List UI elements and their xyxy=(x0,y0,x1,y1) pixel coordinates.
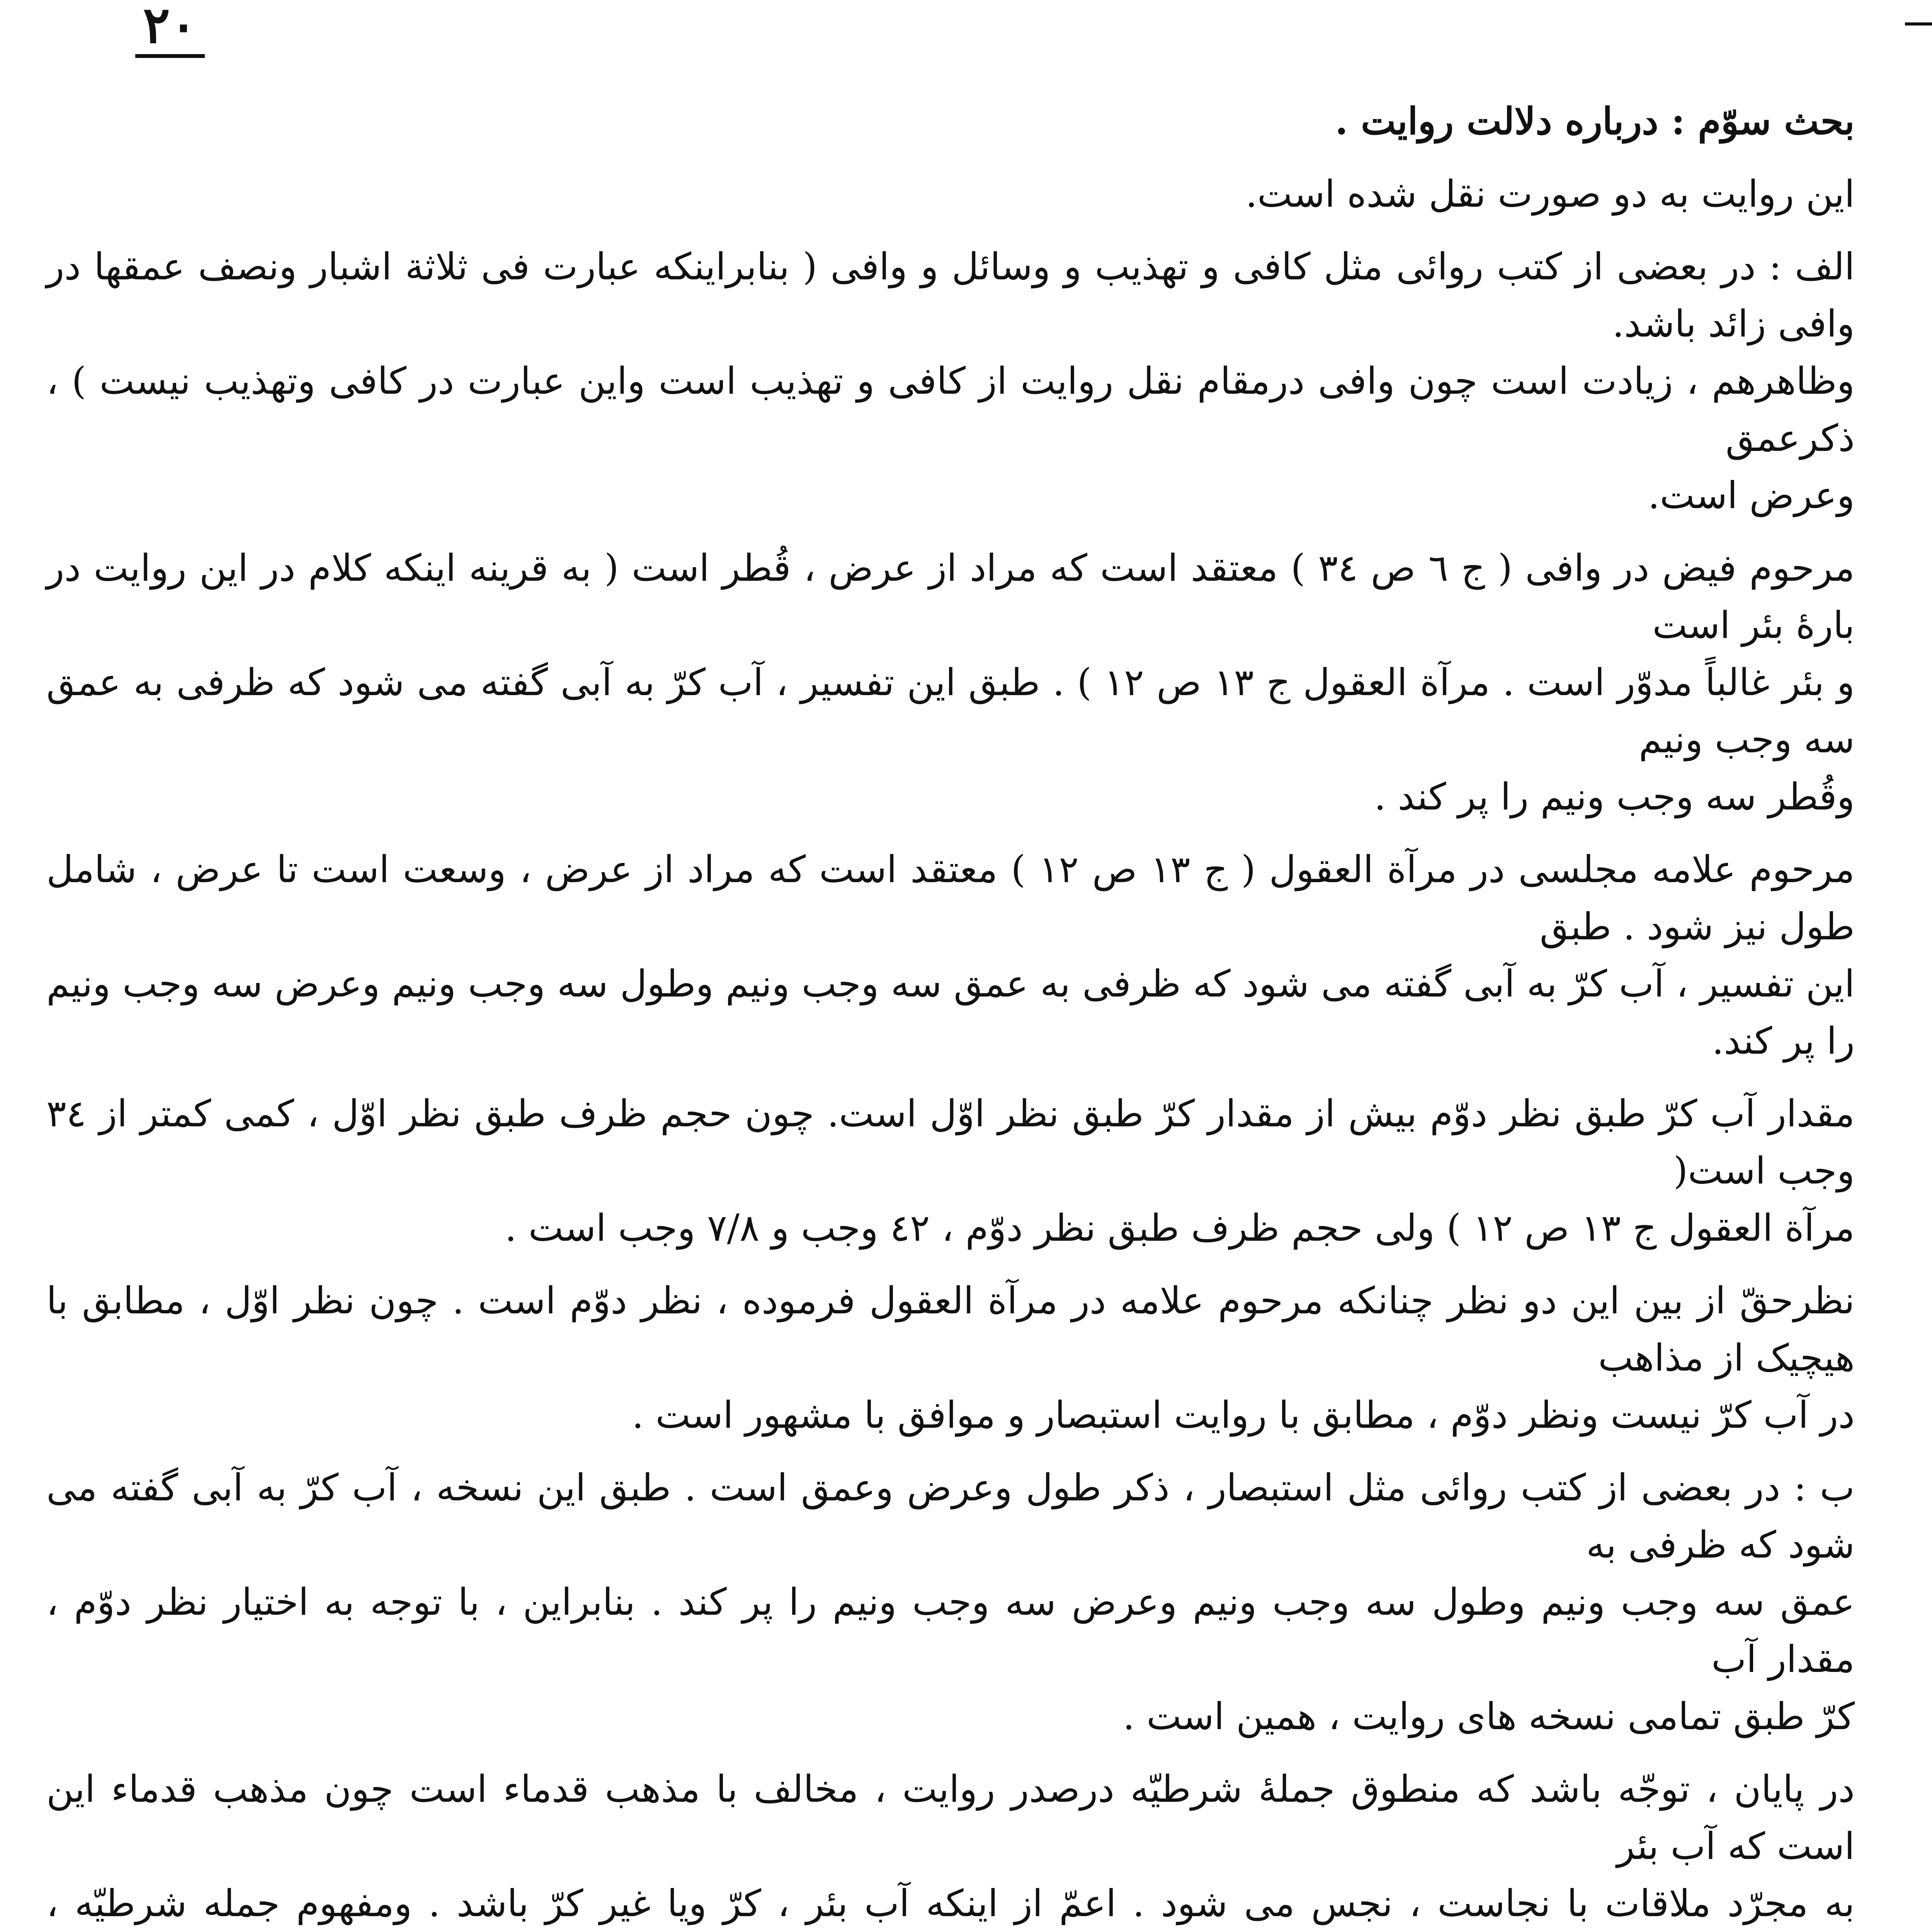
text-line: نظرحقّ از بین این دو نظر چنانکه مرحوم علامه در مرآة العقول فرموده ، نظر دوّم است . چون نظر اوّل ، مطابق با هیچیک از مذاهب xyxy=(46,1279,1855,1379)
text-line: در آب کرّ نیست ونظر دوّم ، مطابق با روایت استبصار و موافق با مشهور است . xyxy=(632,1393,1855,1437)
text-line: ب : در بعضی از کتب روائی مثل استبصار ، ذکر طول وعرض وعمق است . طبق این نسخه ، آب کرّ به آبی گفته می شود که ظرفی به xyxy=(46,1466,1855,1566)
paragraph xyxy=(46,1760,1855,1932)
text-line: الف : در بعضی از کتب روائی مثل کافی و تهذیب و وسائل و وافی ( بنابراینکه عبارت فی ثلاثة اشبار ونصف عمقها در وافی زائد باشد. xyxy=(46,245,1855,345)
text-line: عمق سه وجب ونیم وطول سه وجب ونیم وعرض سه وجب ونیم را پر کند . بنابراین ، با توجه به اختیار نظر دوّم ، مقدار آب xyxy=(46,1580,1855,1681)
text-line: وقُطر سه وجب ونیم را پر کند . xyxy=(1374,775,1855,818)
text-line: در پایان ، توجّه باشد که منطوق جملهٔ شرطیّه درصدر روایت ، مخالف با مذهب قدماء است چون مذهب قدماء این است که آب بئر xyxy=(46,1767,1855,1868)
paragraph xyxy=(46,165,1855,223)
text-line: وعرض است. xyxy=(1648,474,1855,517)
paragraph xyxy=(46,1085,1855,1257)
paragraph xyxy=(46,841,1855,1070)
text-line: مرحوم علامه مجلسی در مرآة العقول ( ج ١٣ ص ١٢ ) معتقد است که مراد از عرض ، وسعت است تا عرض ، شامل طول نیز شود . طبق xyxy=(46,848,1855,948)
text-line: مرآة العقول ج ١٣ ص ١٢ ) ولی حجم ظرف طبق نظر دوّم ، ٤٢ وجب و ٧/٨ وجب است . xyxy=(505,1206,1855,1250)
text-line: این تفسیر ، آب کرّ به آبی گفته می شود که ظرفی به عمق سه وجب ونیم وطول سه وجب ونیم وعرض سه وجب ونیم را پر کند. xyxy=(46,962,1855,1063)
paragraph xyxy=(46,238,1855,524)
paragraph xyxy=(46,1459,1855,1745)
page-number: ۲۰ xyxy=(135,0,205,58)
text-line: مقدار آب کرّ طبق نظر دوّم بیش از مقدار کرّ طبق نظر اوّل است. چون حجم ظرف طبق نظر اوّل ، کمی کمتر از ٣٤ وجب است( xyxy=(46,1092,1855,1192)
text-line: مرحوم فیض در وافی ( ج ٦ ص ٣٤ ) معتقد است که مراد از عرض ، قُطر است ( به قرینه اینکه کلام در این روایت در بارهٔ بئر است xyxy=(46,546,1855,647)
text-line: کرّ طبق تمامی نسخه های روایت ، همین است . xyxy=(1123,1695,1855,1738)
top-rule xyxy=(1905,22,1932,26)
paragraph xyxy=(46,539,1855,825)
document-body xyxy=(46,93,1855,1932)
text-line: بحث سوّم : درباره دلالت روایت . xyxy=(1335,99,1855,143)
text-line: این روایت به دو صورت نقل شده است. xyxy=(1245,172,1855,216)
text-line: به مجرّد ملاقات با نجاست ، نجس می شود . اعمّ از اینکه آب بئر ، کرّ ویا غیر کرّ باشد . ومفهوم جمله شرطیّه ، xyxy=(46,1882,1855,1925)
paragraph xyxy=(46,1272,1855,1444)
text-line: وظاهرهم ، زیادت است چون وافی درمقام نقل روایت از کافی و تهذیب است واین عبارت در کافی وتهذیب نیست ) ، ذکرعمق xyxy=(46,359,1855,460)
paragraph xyxy=(46,93,1855,150)
text-line: و بئر غالباً مدوّر است . مرآة العقول ج ١٣ ص ١٢ ) . طبق این تفسیر ، آب کرّ به آبی گفته می شود که ظرفی به عمق سه وجب ونیم xyxy=(46,661,1855,761)
